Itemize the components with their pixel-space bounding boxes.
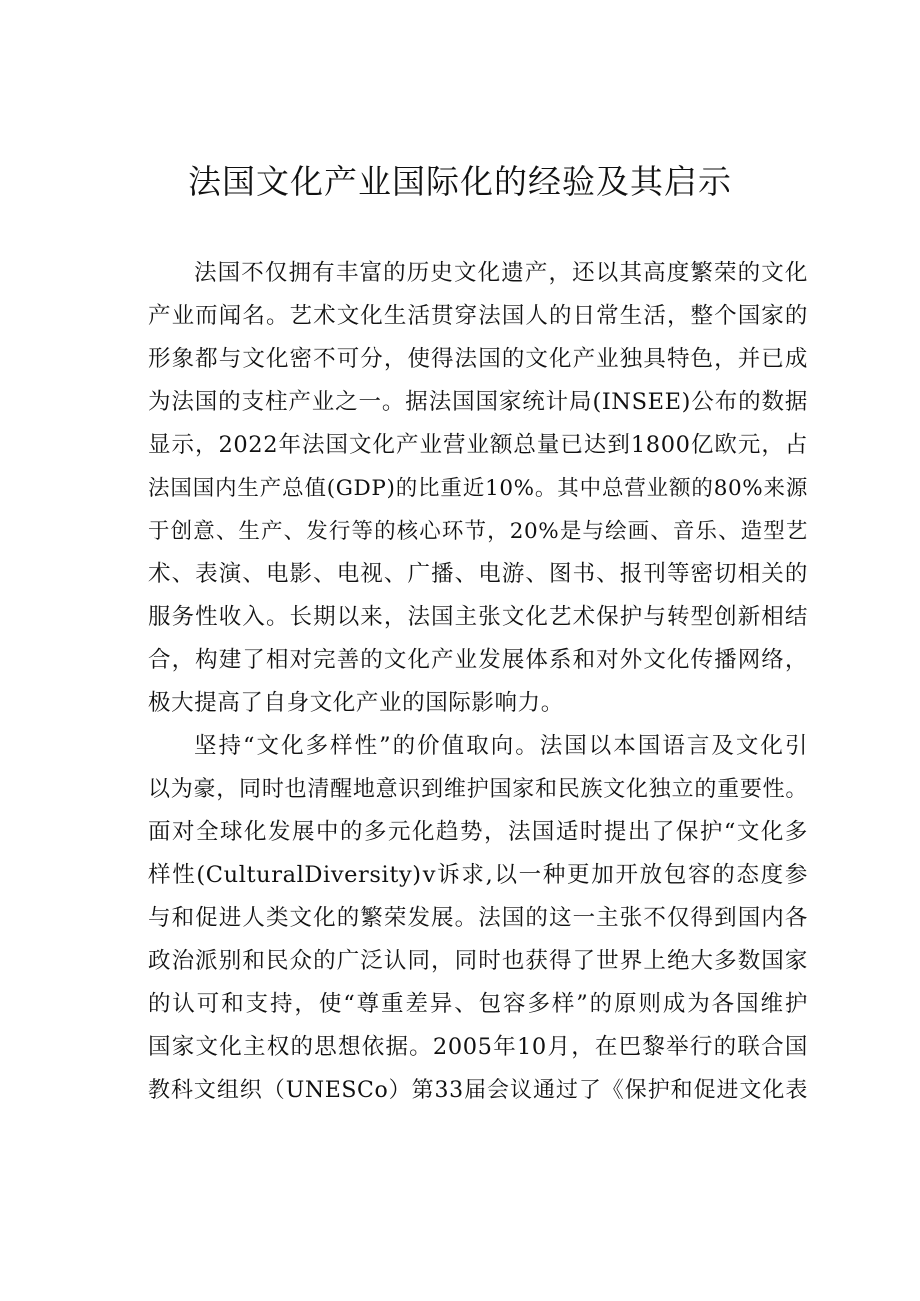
paragraph-1: [148, 252, 808, 725]
paragraph-line: 坚持“文化多样性”的价值取向。法国以本国语言及文化引: [194, 733, 808, 759]
paragraph-line: 教科文组织（UNESCo）第33届会议通过了《保护和促进文化表: [148, 1078, 808, 1103]
paragraph-line: 术、表演、电影、电视、广播、电游、图书、报刊等密切相关的: [148, 561, 808, 587]
paragraph-line: 与和促进人类文化的繁荣发展。法国的这一主张不仅得到国内各: [148, 905, 808, 931]
paragraph-line: 样性(CulturalDiversity)ⅴ诉求,以一种更加开放包容的态度参: [148, 862, 808, 888]
paragraph-line: 以为豪，同时也清醒地意识到维护国家和民族文化独立的重要性。: [148, 777, 808, 802]
paragraph-line: 产业而闻名。艺术文化生活贯穿法国人的日常生活，整个国家的: [148, 303, 808, 329]
paragraph-line: 国家文化主权的思想依据。2005年10月，在巴黎举行的联合国: [148, 1034, 808, 1060]
document-title: 法国文化产业国际化的经验及其启示: [188, 162, 732, 201]
paragraph-line: 的认可和支持，使“尊重差异、包容多样”的原则成为各国维护: [148, 991, 808, 1017]
document-body: [148, 252, 808, 1112]
paragraph-line: 为法国的支柱产业之一。据法国国家统计局(INSEE)公布的数据: [148, 389, 808, 415]
paragraph-line: 法国国内生产总值(GDP)的比重近10%。其中总营业额的80%来源: [148, 476, 808, 501]
paragraph-line: 显示，2022年法国文化产业营业额总量已达到1800亿欧元，占: [148, 432, 808, 458]
paragraph-line: 法国不仅拥有丰富的历史文化遗产，还以其高度繁荣的文化: [194, 260, 808, 286]
paragraph-line: 面对全球化发展中的多元化趋势，法国适时提出了保护“文化多: [148, 819, 808, 845]
paragraph-2: [148, 725, 808, 1112]
paragraph-line: 合，构建了相对完善的文化产业发展体系和对外文化传播网络，: [148, 647, 808, 673]
paragraph-line: 形象都与文化密不可分，使得法国的文化产业独具特色，并已成: [148, 346, 808, 372]
paragraph-line: 服务性收入。长期以来，法国主张文化艺术保护与转型创新相结: [148, 604, 808, 630]
paragraph-line: 政治派别和民众的广泛认同，同时也获得了世界上绝大多数国家: [148, 948, 808, 974]
paragraph-line: 极大提高了自身文化产业的国际影响力。: [148, 690, 564, 716]
paragraph-line: 于创意、生产、发行等的核心环节，20%是与绘画、音乐、造型艺: [148, 519, 808, 544]
